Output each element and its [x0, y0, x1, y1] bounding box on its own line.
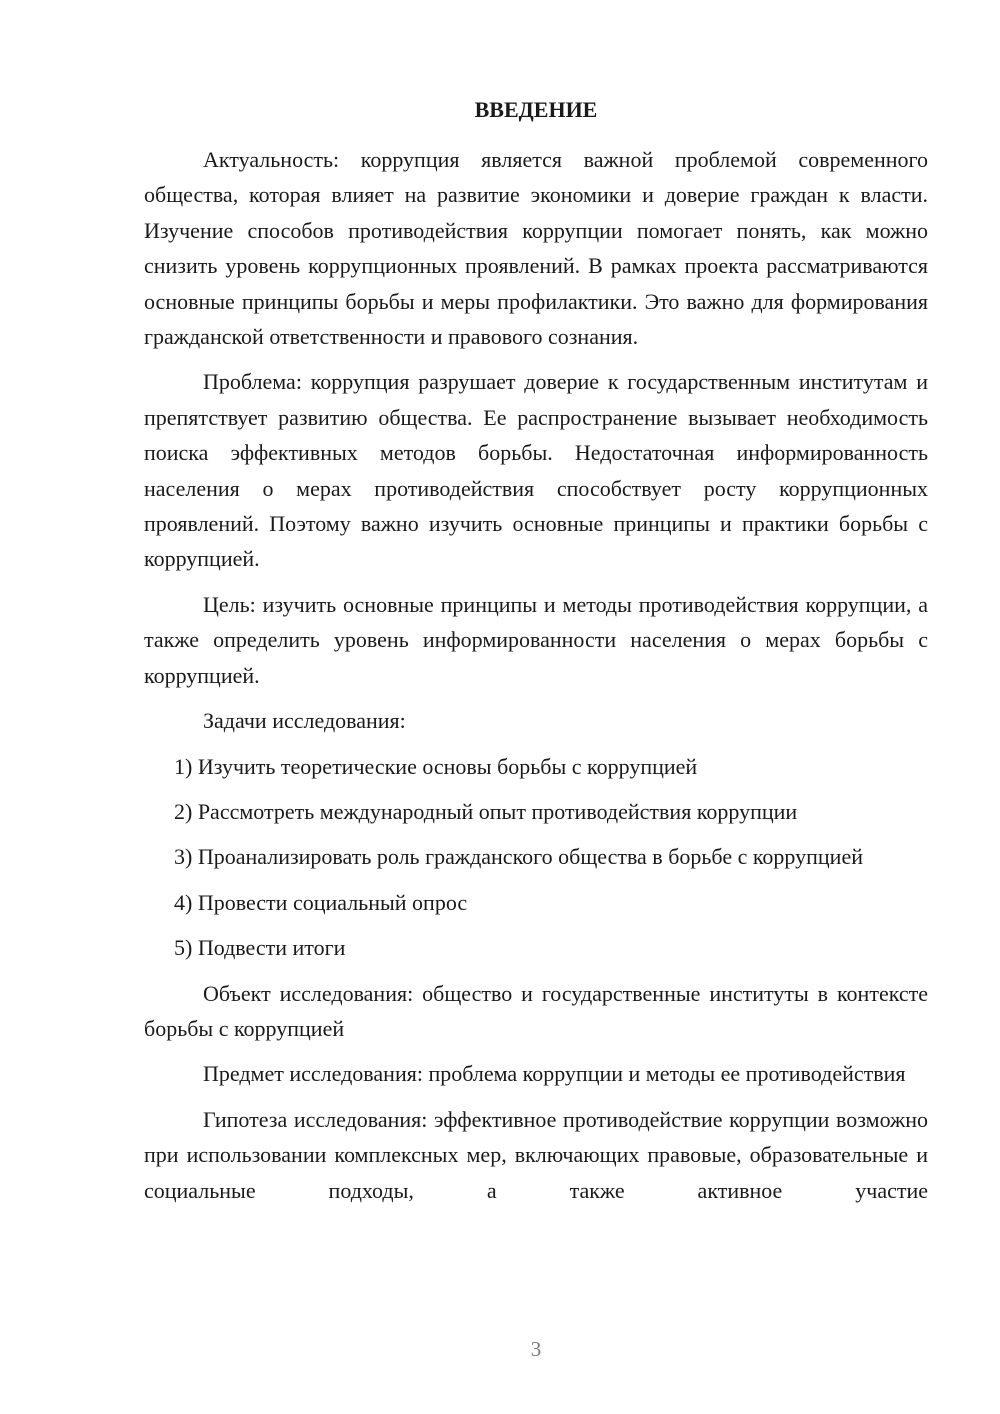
paragraph-subject: Предмет исследования: проблема коррупции и методы ее противодействия	[203, 1061, 906, 1087]
task-item: 4) Провести социальный опрос	[174, 889, 468, 915]
section-title: ВВЕДЕНИЕ	[474, 97, 598, 122]
paragraph-problem: Проблема: коррупция разрушает доверие к государственным институтам и препятствует развитию общества. Ее распространение вызывает необходимость поиска эффективных методов борьбы. Недостаточная информированность населения о мерах противодействия способствует росту коррупционных проявлений. Поэтому важно изучить основные принципы и практики борьбы с коррупцией.	[144, 369, 928, 572]
tasks-heading: Задачи исследования:	[203, 708, 406, 734]
page-number: 3	[530, 1337, 542, 1361]
paragraph-goal: Цель: изучить основные принципы и методы противодействия коррупции, а также определить уровень информированности населения о мерах борьбы с коррупцией.	[144, 591, 928, 688]
document-page	[144, 0, 928, 1414]
task-item: 1) Изучить теоретические основы борьбы с коррупцией	[174, 753, 698, 779]
paragraph-relevance: Актуальность: коррупция является важной проблемой современного общества, которая влияет на развитие экономики и доверие граждан к власти. Изучение способов противодействия коррупции помогает понять, как можно снизить уровень коррупционных проявлений. В рамках проекта рассматриваются основные принципы борьбы и меры профилактики. Это важно для формирования гражданской ответственности и правового сознания.	[144, 147, 928, 350]
task-item: 3) Проанализировать роль гражданского общества в борьбе с коррупцией	[174, 844, 863, 870]
document-body	[144, 142, 928, 1218]
task-item: 2) Рассмотреть международный опыт противодействия коррупции	[174, 798, 798, 824]
paragraph-object: Объект исследования: общество и государственные институты в контексте борьбы с коррупцией	[144, 980, 928, 1041]
task-item: 5) Подвести итоги	[174, 935, 346, 961]
paragraph-hypothesis: Гипотеза исследования: эффективное противодействие коррупции возможно при использовании комплексных мер, включающих правовые, образовательные и социальные подходы, а также активное участие	[144, 1106, 928, 1203]
